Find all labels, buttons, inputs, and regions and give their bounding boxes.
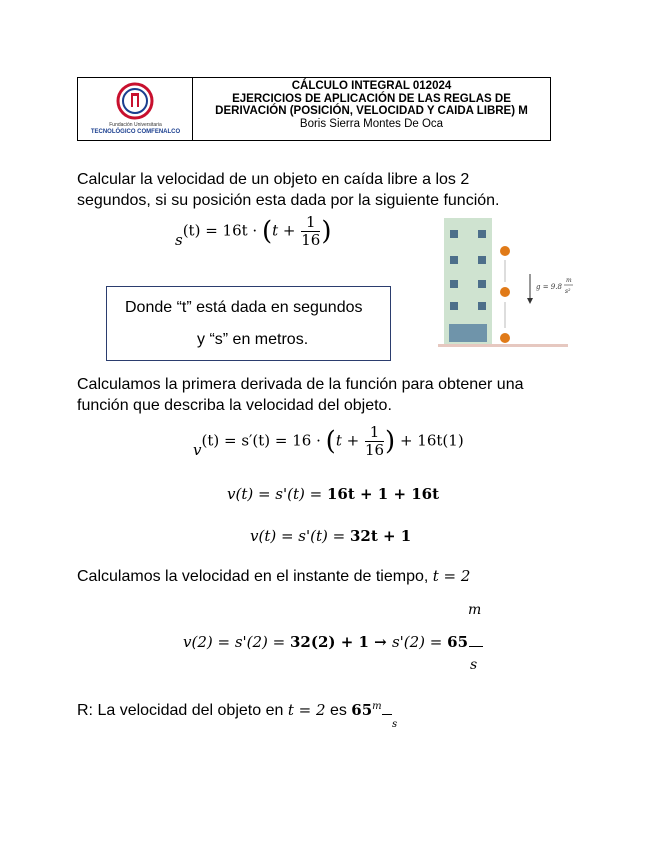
logo-line2: TECNOLÓGICO COMFENALCO [90,129,181,135]
answer [77,696,392,721]
answer-fraction-bar [382,714,392,715]
problem-statement [77,169,500,211]
gravity-unit-num: m [566,277,572,284]
eq2-tail: + 16t(1) [395,431,464,450]
eq5-rhs: 32(2) + 1 → [290,633,392,651]
step2-sentence: Calculamos la velocidad en el instante de tiempo, [77,568,433,585]
problem-line2: segundos, si su posición esta dada por la siguiente función. [77,192,500,209]
eq5-mid: s'(2) = [391,633,448,651]
answer-value: 65 [351,701,373,719]
answer-math: t = 2 [287,701,326,719]
step1-line2: función que describa la velocidad del objeto. [77,397,392,414]
doc-title-line2: EJERCICIOS DE APLICACIÓN DE LAS REGLAS DE [232,92,511,105]
eq2-frac-num: 1 [365,424,384,442]
step2-math: t = 2 [432,567,471,585]
eq3-rhs: 16t + 1 + 16t [326,485,440,503]
author: Boris Sierra Montes De Oca [299,117,444,130]
header-title-cell [193,78,550,140]
eq2-function-name: v [193,440,202,459]
course-title: CÁLCULO INTEGRAL 012024 [291,80,452,92]
eq4-lhs: v(t) = s'(t) = [250,527,350,545]
eq5-unit-top: m [468,602,482,618]
logo-emblem-icon [116,82,154,122]
units-note-line1: Donde “t” está dada en segundos [125,299,363,316]
eq2-frac-den: 16 [364,441,385,459]
position-equation: s(t) = 16t · (t + $\frac{1}{16}$ ) [175,213,332,249]
eq1-frac-den: 16 [301,231,321,249]
eq4-rhs: 32t + 1 [349,527,412,545]
eq5-fraction-bar [469,646,483,647]
answer-text: R: La velocidad del objeto en [77,702,288,719]
gravity-label: g = 9.8 [536,283,562,291]
eq1-part: (t) = 16t · [182,221,262,240]
step1-text [77,374,523,416]
eq5-result: 65 [447,633,469,651]
header-table [77,77,551,141]
eq2-inner: t + [335,431,364,450]
velocity-expanded-equation [227,485,439,503]
logo-line1: Fundación Universitaria [109,122,162,128]
answer-unit-top: m [372,701,382,712]
units-note-line2: y “s” en metros. [197,331,309,348]
answer-es: es [325,702,352,719]
answer-unit-bottom: s [392,719,398,730]
eq5-lhs: v(2) = s'(2) = [183,633,290,651]
gravity-unit-den: s² [565,288,571,295]
derivative-equation: v(t) = s′(t) = 16 · (t + $\frac{1}{16}$ ) + 16t(1) [193,423,464,459]
velocity-at-2-equation [183,633,483,651]
velocity-simplified-equation [250,527,411,545]
step2-text [77,566,470,587]
eq1-function-name: s [175,230,183,249]
problem-line1: Calcular la velocidad de un objeto en caída libre a los 2 [77,171,470,188]
logo [78,78,193,140]
units-note-box [106,286,391,361]
eq3-lhs: v(t) = s'(t) = [227,485,327,503]
doc-title-line3: DERIVACIÓN (POSICIÓN, VELOCIDAD Y CAIDA LIBRE) M [215,105,528,117]
eq2-part1: (t) = s′(t) = 16 · [201,431,326,450]
eq1-inner: t + [272,221,301,240]
eq1-frac-num: 1 [301,214,320,232]
step1-line1: Calculamos la primera derivada de la función para obtener una [77,376,524,393]
free-fall-illustration [438,218,578,353]
eq5-unit-bottom: s [470,657,478,673]
